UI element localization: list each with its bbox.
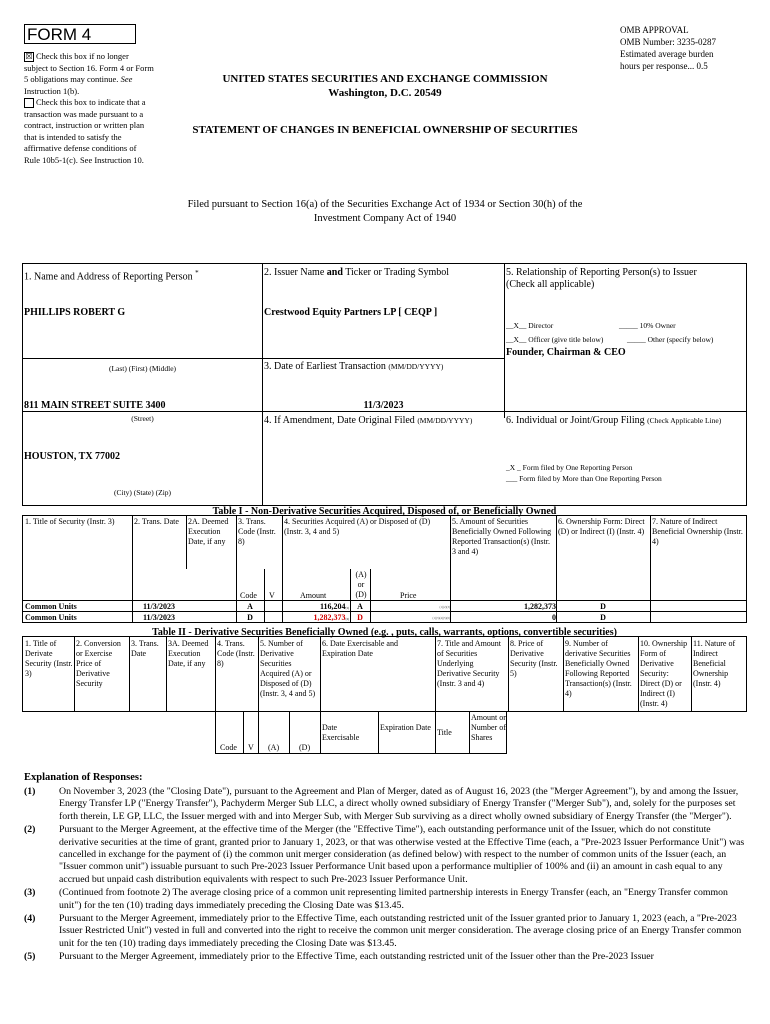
form-title: FORM 4 — [24, 24, 136, 44]
no-longer-subject-option — [24, 51, 154, 97]
omb-line: OMB APPROVAL — [620, 25, 689, 35]
t1-row2-date: 11/3/2023 — [142, 613, 175, 622]
t1-row1-price-footnote: (1)(2)(3) — [439, 605, 450, 609]
box3-format: (MM/DD/YYYY) — [388, 362, 444, 371]
table2-divider — [74, 636, 75, 712]
box5-label-text: 5. Relationship of Reporting Person(s) to Issuer — [506, 267, 697, 278]
footnote-number: (5) — [24, 951, 36, 963]
table2-sub-divider — [258, 712, 259, 754]
filing-one-person: _X _ Form filed by One Reporting Person — [506, 463, 633, 472]
omb-line: hours per response... 0.5 — [620, 61, 708, 71]
t1-row2-owned: 0 — [552, 613, 556, 622]
table2-divider — [320, 636, 321, 712]
table2-divider — [435, 636, 436, 712]
t2-sub-d: (D) — [299, 743, 311, 752]
t1-row2-aod: D — [357, 613, 363, 622]
t1-sub-code: Code — [240, 591, 257, 600]
box2-label-and: and — [326, 267, 343, 278]
table2-sub-divider — [378, 712, 379, 754]
reporting-grid — [22, 263, 747, 506]
t1-header-deemed: 2A. Deemed Execution Date, if any — [188, 517, 229, 546]
box1-star: * — [195, 269, 199, 277]
table1-divider — [370, 569, 371, 623]
reporting-person-name: PHILLIPS ROBERT G — [24, 307, 126, 318]
rule-10b5-option — [24, 97, 154, 166]
city-label: (City) (State) (Zip) — [113, 488, 172, 497]
footnote-4 — [24, 913, 746, 950]
agency-name: UNITED STATES SECURITIES AND EXCHANGE COMMISSION — [222, 73, 548, 85]
table2-sub-divider — [320, 712, 321, 754]
footnote-number: (1) — [24, 786, 36, 797]
grid-divider — [504, 263, 505, 418]
table2-sub-divider — [243, 712, 244, 754]
instruction-ref: Instruction 1(b). — [24, 85, 80, 96]
box2-label — [264, 267, 449, 279]
earliest-transaction-date: 11/3/2023 — [363, 400, 404, 411]
t1-row1-amount-value: 116,204 — [319, 602, 346, 611]
t1-row2-amount-value: 1,282,373 — [313, 613, 346, 622]
see-word: See — [120, 74, 133, 84]
footnote-number: (3) — [24, 887, 36, 899]
table2-divider — [563, 636, 564, 712]
box2-label-b: Ticker or Trading Symbol — [345, 267, 450, 278]
footnote-1 — [24, 786, 746, 823]
relationship-officer: __X__ Officer (give title below) — [506, 335, 604, 344]
table2-divider — [215, 636, 216, 712]
footnote-text: Pursuant to the Merger Agreement, immediately prior to the Effective Time, each outstanding restricted unit of the Issuer granted prior to January 1, 2023 (each, a "Pre-2023 Issuer Restricted Unit") vested in full and converted into the right to receive the common unit merger consideration. The average closing price of an Energy Transfer common unit for the ten (10) trading days immediately preceding the Closing Date was $13.45. — [59, 913, 742, 949]
t1-header-acquired: 4. Securities Acquired (A) or Disposed of (D) (Instr. 3, 4 and 5) — [284, 517, 431, 536]
box4-label-text: 4. If Amendment, Date Original Filed — [264, 415, 415, 426]
issuer-name: Crestwood Equity Partners LP [ CEQP ] — [264, 307, 438, 318]
t2-header-5: 5. Number of Derivative Securities Acquired (A) or Disposed of (D) (Instr. 3, 4 and 5) — [260, 639, 316, 698]
t1-row1-owned: 1,282,373 — [524, 602, 556, 611]
t1-row2-title: Common Units — [25, 613, 77, 622]
agency-location: Washington, D.C. 20549 — [328, 87, 442, 99]
t1-row2-amount — [282, 613, 349, 624]
table2-sub-divider — [469, 712, 470, 754]
t1-row1-amount — [282, 602, 349, 613]
box3-label — [264, 361, 443, 373]
table1-divider — [650, 515, 651, 623]
t2-sub-code: Code — [220, 743, 237, 752]
t2-header-9: 9. Number of derivative Securities Beneficially Owned Following Reported Transaction(s) (Instr. 4) — [565, 639, 632, 698]
t1-row1-date: 11/3/2023 — [142, 602, 175, 611]
t1-row2-code: D — [247, 613, 253, 622]
no-longer-subject-checkbox[interactable]: ☒ — [25, 52, 33, 62]
rule-10b5-text: Check this box to indicate that a transaction was made pursuant to a contract, instruction or written plan that is intended to satisfy the affirmative defense conditions of Rule 10b5-1(c). See Instruction 10. — [24, 97, 146, 165]
t2-header-2: 2. Conversion or Exercise Price of Derivative Security — [76, 639, 121, 688]
box1-label-text: 1. Name and Address of Reporting Person — [24, 271, 193, 283]
t2-sub-a: (A) — [268, 743, 280, 752]
explanation-notes — [24, 786, 746, 964]
name-parts-label: (Last) (First) (Middle) — [108, 364, 177, 373]
filing-multiple-persons: ___ Form filed by More than One Reporting Person — [506, 474, 662, 483]
footnote-5 — [24, 951, 746, 963]
street-address: 811 MAIN STREET SUITE 3400 — [24, 400, 166, 411]
t2-header-8: 8. Price of Derivative Security (Instr. 5) — [510, 639, 558, 678]
grid-divider — [22, 358, 263, 359]
t2-header-6: 6. Date Exercisable and Expiration Date — [322, 639, 398, 658]
footnote-text: On November 3, 2023 (the "Closing Date"), pursuant to the Agreement and Plan of Merger, dated as of August 16, 2023 (the "Merger Agreement"), by and among the Issuer, Energy Transfer LP ("Energy Transfer"), Pachyderm Merger Sub LLC, a direct wholly owned subsidiary of Energy Transfer ("Merger Sub"), and, solely for the purposes set forth therein, LE GP, LLC, the Issuer merged with and into Merger Sub, with Merger Sub surviving as a direct wholly owned subsidiary of Energy Transfer (the "Merger"). — [59, 786, 739, 822]
table1-title: Table I - Non-Derivative Securities Acquired, Disposed of, or Beneficially Owned — [212, 506, 557, 517]
t1-sub-aod: (A) or (D) — [355, 570, 367, 599]
relationship-10pct: _____ 10% Owner — [619, 321, 676, 330]
grid-divider — [262, 358, 505, 359]
t2-header-10: 10. Ownership Form of Derivative Security: Direct (D) or Indirect (I) (Instr. 4) — [640, 639, 688, 708]
omb-approval — [620, 24, 760, 72]
t1-row2-form: D — [600, 613, 606, 622]
table2-divider — [166, 636, 167, 712]
t1-header-nature: 7. Nature of Indirect Beneficial Ownership (Instr. 4) — [652, 517, 743, 546]
t1-row1-amount-footnote: (1) — [345, 606, 349, 610]
box5-label — [506, 267, 744, 291]
table2-title: Table II - Derivative Securities Beneficially Owned (e.g. , puts, calls, warrants, options, convertible securities) — [152, 627, 617, 638]
filed-line: Investment Company Act of 1940 — [313, 213, 457, 224]
box3-label-text: 3. Date of Earliest Transaction — [264, 361, 386, 372]
filed-pursuant — [150, 198, 620, 226]
t2-header-4: 4. Trans. Code (Instr. 8) — [217, 639, 255, 668]
t1-header-code: 3. Trans. Code (Instr. 8) — [238, 517, 276, 546]
statement-title: STATEMENT OF CHANGES IN BENEFICIAL OWNERSHIP OF SECURITIES — [192, 124, 578, 136]
t1-row2-price-footnote: (1)(3)(4)(5)(6) — [432, 616, 450, 620]
table2-divider — [691, 636, 692, 712]
box5-sub: (Check all applicable) — [506, 279, 595, 290]
box1-label — [24, 267, 199, 283]
footnote-3 — [24, 887, 746, 912]
checkbox-section — [24, 51, 154, 166]
box6-sub: (Check Applicable Line) — [647, 416, 722, 425]
t1-header-title: 1. Title of Security (Instr. 3) — [25, 517, 115, 526]
box4-label — [264, 415, 472, 427]
footnote-number: (2) — [24, 824, 36, 836]
no-longer-subject-text: Check this box if no longer subject to Section 16. Form 4 or Form 5 obligations may continue. — [24, 51, 154, 84]
table1-divider — [264, 569, 265, 623]
t1-row2-amount-footnote: (4) — [345, 617, 349, 621]
rule-10b5-checkbox[interactable] — [24, 98, 34, 108]
table2-sub-divider — [289, 712, 290, 754]
relationship-director: __X__ Director — [506, 321, 554, 330]
t1-row1-title: Common Units — [25, 602, 77, 611]
t1-row1-form: D — [600, 602, 606, 611]
t2-sub-expiration: Expiration Date — [380, 723, 431, 732]
agency-header — [170, 72, 600, 100]
t2-sub-v: V — [248, 743, 254, 752]
t2-sub-amount: Amount or Number of Shares — [471, 713, 506, 742]
box4-format: (MM/DD/YYYY) — [417, 416, 473, 425]
t1-row1-code: A — [247, 602, 253, 611]
t1-header-owned: 5. Amount of Securities Beneficially Owned Following Reported Transaction(s) (Instr. 3 and 4) — [452, 517, 552, 556]
footnote-text: Pursuant to the Merger Agreement, immediately prior to the Effective Time, each outstanding restricted unit of the Issuer other than the Pre-2023 Issuer — [59, 951, 654, 963]
relationship-other: _____ Other (specify below) — [627, 335, 714, 344]
table2-divider — [129, 636, 130, 712]
box6-label — [506, 415, 744, 427]
city-state-zip: HOUSTON, TX 77002 — [24, 451, 121, 462]
t1-sub-amount: Amount — [300, 591, 327, 600]
t1-row1-aod: A — [357, 602, 363, 611]
t2-sub-exercisable: Date Exercisable — [322, 723, 360, 742]
grid-divider — [262, 263, 263, 506]
explanation-heading: Explanation of Responses: — [24, 772, 143, 783]
filed-line: Filed pursuant to Section 16(a) of the Securities Exchange Act of 1934 or Section 30(h) of the — [187, 199, 583, 210]
table2-divider — [258, 636, 259, 712]
omb-line: Estimated average burden — [620, 49, 714, 59]
table2-divider — [638, 636, 639, 712]
footnote-number: (4) — [24, 913, 36, 925]
t1-sub-price: Price — [400, 591, 417, 600]
t2-sub-title: Title — [437, 728, 452, 737]
footnote-text: Pursuant to the Merger Agreement, at the effective time of the Merger (the "Effective Time"), each outstanding performance unit of the Issuer, which do not constitute derivative securities at the time of grant, granted prior to January 1, 2023, or that was otherwise vested at the Effective Time (each, a "Pre-2023 Issuer Performance Unit") was cancelled in exchange for the payment of (i) the common unit merger consideration (as defined below) with respect to the number of common units of the Issuer (each, an "Issuer common unit") issuable pursuant to such Pre-2023 Issuer Performance Unit based upon a performance multiplier of 100% and (ii) an amount in cash equal to any accrued but unpaid cash distribution equivalents with respect to such Pre-2023 Issuer Performance Unit. — [59, 824, 745, 885]
omb-line: OMB Number: 3235-0287 — [620, 37, 716, 47]
t1-header-form: 6. Ownership Form: Direct (D) or Indirect (I) (Instr. 4) — [558, 517, 645, 536]
street-label: (Street) — [131, 414, 154, 423]
t2-header-3a: 3A. Deemed Execution Date, if any — [168, 639, 209, 668]
officer-title: Founder, Chairman & CEO — [506, 347, 626, 358]
t2-header-7: 7. Title and Amount of Securities Underlying Derivative Security (Instr. 3 and 4) — [437, 639, 502, 688]
table1-divider — [22, 600, 747, 601]
t2-header-3: 3. Trans. Date — [131, 639, 159, 658]
t2-header-11: 11. Nature of Indirect Beneficial Ownership (Instr. 4) — [693, 639, 736, 688]
box2-label-a: 2. Issuer Name — [264, 267, 325, 278]
table1-divider — [186, 515, 187, 569]
t1-header-date: 2. Trans. Date — [134, 517, 179, 526]
footnote-2 — [24, 824, 746, 886]
table2-divider — [508, 636, 509, 712]
table2-sub-divider — [435, 712, 436, 754]
t1-sub-v: V — [269, 591, 275, 600]
footnote-text: (Continued from footnote 2) The average closing price of a common unit representing limited partnership interests in Energy Transfer (each, an "Energy Transfer common unit") for the ten (10) trading days immediately preceding the Closing Date was $13.45. — [59, 887, 728, 911]
box6-label-text: 6. Individual or Joint/Group Filing — [506, 415, 645, 426]
t2-header-1: 1. Title of Derivate Security (Instr. 3) — [25, 639, 73, 678]
